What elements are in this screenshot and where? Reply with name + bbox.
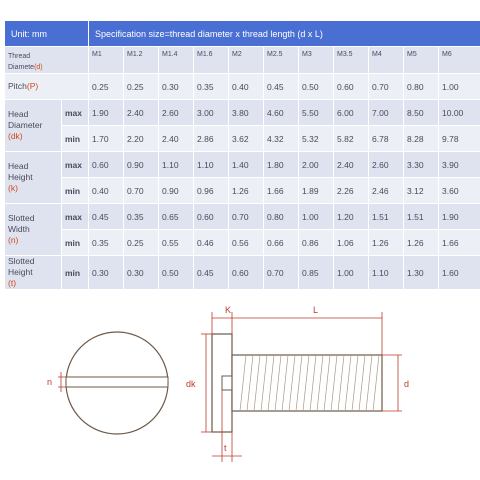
value-cell: 6.00 [334, 100, 369, 126]
value-cell: 1.06 [334, 230, 369, 256]
value-cell: 0.45 [89, 204, 124, 230]
value-cell: 1.20 [334, 204, 369, 230]
label-t: t [224, 443, 227, 453]
value-cell: 1.40 [229, 152, 264, 178]
value-cell: 2.86 [194, 126, 229, 152]
header-row [5, 21, 480, 47]
value-cell: 8.28 [404, 126, 439, 152]
value-cell: 10.00 [439, 100, 480, 126]
value-cell: 2.60 [369, 152, 404, 178]
label-n: n [47, 377, 53, 387]
head-top-view [47, 332, 168, 434]
pitch-cell: 0.60 [334, 74, 369, 100]
size-cell: M1.4 [159, 47, 194, 74]
min-label: min [62, 256, 89, 290]
value-cell: 0.40 [89, 178, 124, 204]
pitch-cell: 1.00 [439, 74, 480, 100]
pitch-cell: 0.25 [124, 74, 159, 100]
value-cell: 0.96 [194, 178, 229, 204]
value-cell: 3.80 [229, 100, 264, 126]
pitch-cell: 0.30 [159, 74, 194, 100]
min-label: min [62, 178, 89, 204]
value-cell: 1.70 [89, 126, 124, 152]
min-label: min [62, 230, 89, 256]
slot-width-max-row [5, 204, 480, 230]
label-k: K [225, 305, 232, 315]
size-row [5, 47, 480, 74]
value-cell: 0.50 [159, 256, 194, 290]
value-cell: 0.56 [229, 230, 264, 256]
shank [232, 355, 382, 411]
pitch-cell: 0.45 [264, 74, 299, 100]
value-cell: 3.90 [439, 152, 480, 178]
slot-height-min-row [5, 256, 480, 290]
value-cell: 1.66 [264, 178, 299, 204]
value-cell: 0.35 [124, 204, 159, 230]
size-cell: M2 [229, 47, 264, 74]
value-cell: 3.00 [194, 100, 229, 126]
value-cell: 0.65 [159, 204, 194, 230]
value-cell: 0.60 [89, 152, 124, 178]
value-cell: 0.55 [159, 230, 194, 256]
value-cell: 2.40 [124, 100, 159, 126]
value-cell: 1.51 [369, 204, 404, 230]
unit-label: Unit: mm [5, 21, 89, 47]
value-cell: 0.70 [124, 178, 159, 204]
value-cell: 0.90 [124, 152, 159, 178]
spec-title: Specification size=thread diameter x thread length (d x L) [89, 21, 480, 47]
value-cell: 7.00 [369, 100, 404, 126]
max-label: max [62, 152, 89, 178]
value-cell: 1.90 [89, 100, 124, 126]
slot-side [222, 376, 232, 390]
value-cell: 0.46 [194, 230, 229, 256]
pitch-cell: 0.80 [404, 74, 439, 100]
value-cell: 9.78 [439, 126, 480, 152]
slot [66, 377, 168, 387]
value-cell: 0.85 [299, 256, 334, 290]
value-cell: 3.30 [404, 152, 439, 178]
head-diameter-max-row [5, 100, 480, 126]
screw-drawing [0, 298, 480, 480]
value-cell: 5.50 [299, 100, 334, 126]
max-label: max [62, 204, 89, 230]
value-cell: 0.70 [264, 256, 299, 290]
value-cell: 0.66 [264, 230, 299, 256]
value-cell: 2.20 [124, 126, 159, 152]
value-cell: 1.66 [439, 230, 480, 256]
value-cell: 1.10 [369, 256, 404, 290]
size-cell: M5 [404, 47, 439, 74]
value-cell: 0.25 [124, 230, 159, 256]
value-cell: 1.26 [369, 230, 404, 256]
value-cell: 2.60 [159, 100, 194, 126]
head-diameter-min-row [5, 126, 480, 152]
min-label: min [62, 126, 89, 152]
value-cell: 2.00 [299, 152, 334, 178]
label-l: L [313, 305, 319, 315]
value-cell: 3.60 [439, 178, 480, 204]
value-cell: 0.35 [89, 230, 124, 256]
value-cell: 1.26 [229, 178, 264, 204]
slot-width-min-row [5, 230, 480, 256]
value-cell: 2.46 [369, 178, 404, 204]
value-cell: 0.30 [89, 256, 124, 290]
size-cell: M3.5 [334, 47, 369, 74]
size-cell: M2.5 [264, 47, 299, 74]
value-cell: 8.50 [404, 100, 439, 126]
pitch-row [5, 74, 480, 100]
pitch-label: Pitch(P) [5, 74, 89, 100]
value-cell: 1.60 [439, 256, 480, 290]
thread-diameter-label: Thread Diamete(d) [5, 47, 89, 74]
value-cell: 0.90 [159, 178, 194, 204]
value-cell: 1.26 [404, 230, 439, 256]
size-cell: M3 [299, 47, 334, 74]
value-cell: 4.60 [264, 100, 299, 126]
size-cell: M4 [369, 47, 404, 74]
value-cell: 1.00 [334, 256, 369, 290]
pitch-cell: 0.40 [229, 74, 264, 100]
head-height-min-row [5, 178, 480, 204]
value-cell: 1.90 [439, 204, 480, 230]
value-cell: 4.32 [264, 126, 299, 152]
pitch-cell: 0.25 [89, 74, 124, 100]
screw-side-view [186, 305, 409, 462]
value-cell: 1.10 [159, 152, 194, 178]
max-label: max [62, 100, 89, 126]
value-cell: 1.00 [299, 204, 334, 230]
pitch-cell: 0.50 [299, 74, 334, 100]
size-cell: M1 [89, 47, 124, 74]
size-cell: M1.2 [124, 47, 159, 74]
value-cell: 1.10 [194, 152, 229, 178]
value-cell: 1.80 [264, 152, 299, 178]
slot-width-label: Slotted Width (n) [5, 204, 62, 256]
value-cell: 5.32 [299, 126, 334, 152]
head-height-label: Head Height (k) [5, 152, 62, 204]
value-cell: 0.45 [194, 256, 229, 290]
head-height-max-row [5, 152, 480, 178]
spec-table [4, 20, 480, 290]
pitch-cell: 0.70 [369, 74, 404, 100]
value-cell: 1.30 [404, 256, 439, 290]
slot-height-label: Slotted Height (t) [5, 256, 62, 290]
size-cell: M1.6 [194, 47, 229, 74]
value-cell: 0.86 [299, 230, 334, 256]
label-d: d [404, 379, 410, 389]
value-cell: 2.26 [334, 178, 369, 204]
value-cell: 5.82 [334, 126, 369, 152]
value-cell: 3.62 [229, 126, 264, 152]
value-cell: 0.60 [229, 256, 264, 290]
value-cell: 3.12 [404, 178, 439, 204]
value-cell: 2.40 [159, 126, 194, 152]
value-cell: 0.30 [124, 256, 159, 290]
value-cell: 6.78 [369, 126, 404, 152]
value-cell: 1.89 [299, 178, 334, 204]
size-cell: M6 [439, 47, 480, 74]
value-cell: 0.80 [264, 204, 299, 230]
value-cell: 0.60 [194, 204, 229, 230]
value-cell: 2.40 [334, 152, 369, 178]
label-dk: dk [186, 379, 196, 389]
value-cell: 0.70 [229, 204, 264, 230]
value-cell: 1.51 [404, 204, 439, 230]
head-diameter-label: Head Diameter (dk) [5, 100, 62, 152]
pitch-cell: 0.35 [194, 74, 229, 100]
